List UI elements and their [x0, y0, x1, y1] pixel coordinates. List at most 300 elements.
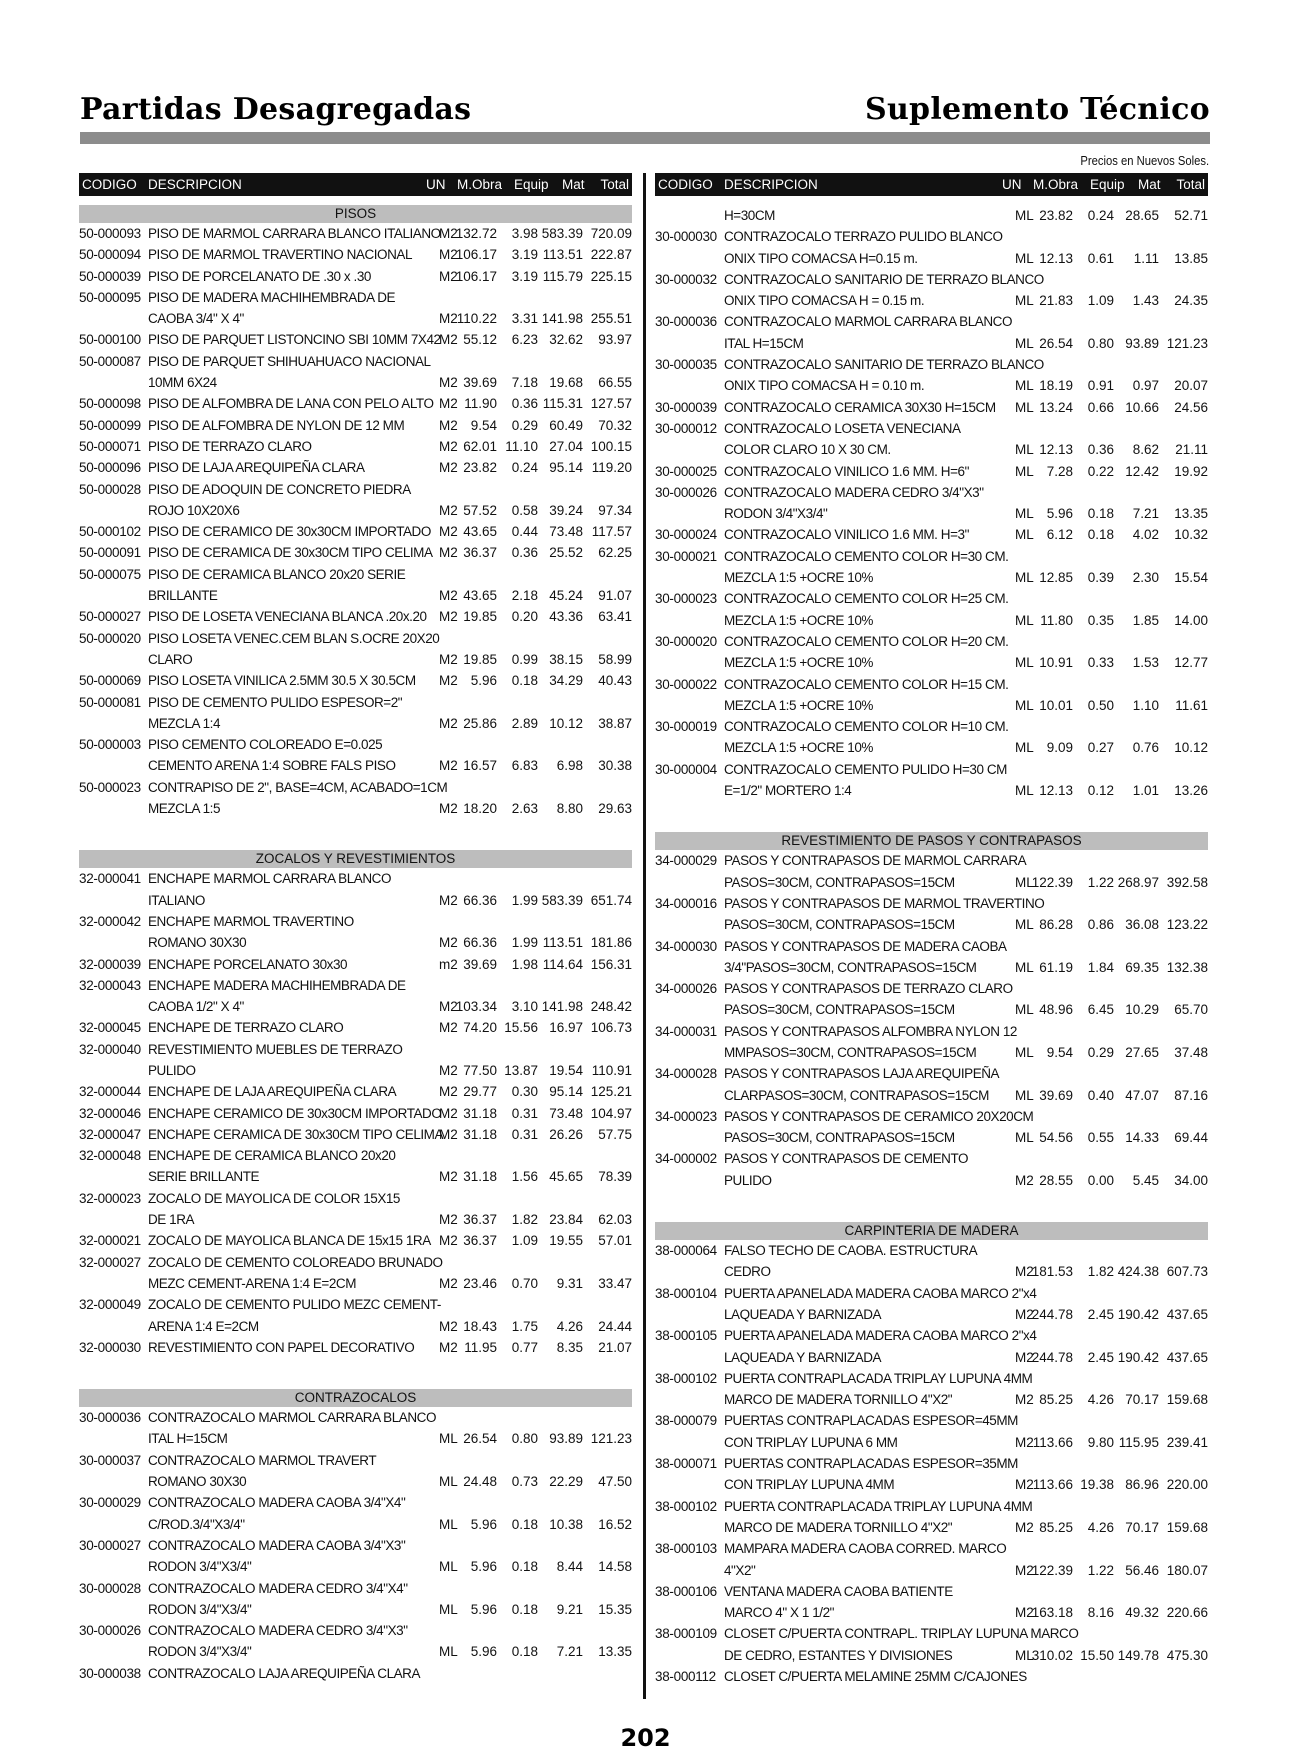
item-description: ENCHAPE MADERA MACHIHEMBRADA DE	[148, 977, 406, 993]
table-row	[79, 457, 632, 478]
table-row	[79, 1514, 632, 1535]
item-material: 149.78	[1117, 1647, 1159, 1663]
item-mano-obra: 110.22	[456, 311, 497, 327]
item-total: 13.85	[1174, 250, 1208, 266]
item-material: 45.65	[549, 1169, 583, 1185]
item-description: PISO CEMENTO COLOREADO E=0.025	[148, 737, 383, 753]
item-description: LAQUEADA Y BARNIZADA	[724, 1306, 882, 1322]
header-right-title: Suplemento Técnico	[864, 92, 1210, 127]
item-mano-obra: 7.28	[1046, 463, 1073, 479]
item-code: 34-000023	[655, 1108, 717, 1124]
item-unit: M2	[439, 311, 458, 327]
table-row	[79, 755, 632, 776]
item-material: 95.14	[549, 1084, 583, 1100]
item-mano-obra: 11.90	[464, 396, 497, 412]
item-total: 69.44	[1174, 1130, 1208, 1146]
item-unit: M2	[439, 1318, 458, 1334]
item-description: MEZCLA 1:5	[148, 801, 221, 817]
item-code: 34-000028	[655, 1066, 717, 1082]
item-code: 30-000023	[655, 591, 717, 607]
item-equipo: 0.50	[1087, 697, 1114, 713]
item-total: 29.63	[598, 801, 632, 817]
item-total: 110.91	[591, 1062, 632, 1078]
item-code: 30-000025	[655, 463, 717, 479]
item-total: 225.15	[590, 268, 632, 284]
item-code: 34-000002	[655, 1151, 717, 1167]
table-row	[79, 351, 632, 372]
item-unit: ML	[439, 1474, 458, 1490]
table-row	[79, 1492, 632, 1513]
item-material: 49.32	[1125, 1605, 1159, 1621]
item-equipo: 3.31	[511, 311, 538, 327]
item-description: CONTRAZOCALO MADERA CAOBA 3/4"X3"	[148, 1537, 406, 1553]
item-code: 50-000039	[79, 268, 141, 284]
table-row	[79, 372, 632, 393]
item-code: 32-000040	[79, 1041, 141, 1057]
item-material: 141.98	[541, 311, 583, 327]
item-material: 7.21	[1132, 506, 1159, 522]
table-row	[655, 716, 1208, 737]
table-row	[79, 1641, 632, 1662]
header-mat: Mat	[1138, 177, 1161, 192]
item-mano-obra: 163.18	[1031, 1605, 1073, 1621]
item-total: 106.73	[590, 1020, 632, 1036]
table-row	[79, 1578, 632, 1599]
item-description: DE 1RA	[148, 1212, 195, 1228]
item-unit: ML	[1015, 697, 1034, 713]
table-row	[79, 890, 632, 911]
item-total: 93.97	[598, 332, 632, 348]
item-description: CAOBA 3/4" X 4"	[148, 311, 244, 327]
item-equipo: 7.18	[511, 375, 538, 391]
table-row	[655, 226, 1208, 247]
item-unit: ML	[1015, 1044, 1034, 1060]
item-code: 50-000071	[79, 438, 141, 454]
item-material: 27.04	[549, 438, 583, 454]
header-mobra: M.Obra	[1033, 177, 1079, 192]
item-unit: M2	[1015, 1477, 1034, 1493]
item-code: 34-000016	[655, 895, 717, 911]
item-mano-obra: 85.25	[1039, 1519, 1073, 1535]
table-row	[655, 652, 1208, 673]
item-description: PULIDO	[148, 1062, 196, 1078]
item-material: 19.55	[549, 1233, 583, 1249]
table-row	[79, 1252, 632, 1273]
item-total: 248.42	[590, 999, 632, 1015]
item-total: 57.01	[598, 1233, 632, 1249]
item-equipo: 1.22	[1087, 874, 1114, 890]
item-description: CONTRAZOCALO SANITARIO DE TERRAZO BLANCO	[724, 357, 1044, 373]
item-total: 24.56	[1174, 399, 1208, 415]
item-equipo: 2.63	[511, 801, 538, 817]
item-description: DE CEDRO, ESTANTES Y DIVISIONES	[724, 1647, 953, 1663]
item-code: 34-000031	[655, 1023, 717, 1039]
item-equipo: 0.36	[511, 396, 538, 412]
table-row	[79, 479, 632, 500]
item-total: 239.41	[1166, 1434, 1208, 1450]
item-material: 26.26	[549, 1126, 583, 1142]
item-mano-obra: 28.55	[1039, 1172, 1073, 1188]
section-header: PISOS	[79, 205, 632, 223]
table-row	[79, 1407, 632, 1428]
item-material: 39.24	[549, 502, 583, 518]
table-row	[79, 734, 632, 755]
table-row	[655, 1389, 1208, 1410]
item-material: 115.79	[542, 268, 583, 284]
item-material: 583.39	[541, 892, 583, 908]
section-header: ZOCALOS Y REVESTIMIENTOS	[79, 850, 632, 868]
item-material: 1.53	[1132, 655, 1159, 671]
item-equipo: 1.82	[1087, 1264, 1114, 1280]
item-mano-obra: 19.85	[463, 609, 497, 625]
item-unit: M2	[439, 247, 458, 263]
item-description: CONTRAZOCALO MADERA CEDRO 3/4"X3"	[148, 1623, 408, 1639]
item-mano-obra: 9.09	[1046, 740, 1073, 756]
item-total: 11.61	[1175, 697, 1208, 713]
item-material: 6.98	[556, 758, 583, 774]
table-row	[79, 1124, 632, 1145]
item-equipo: 0.18	[511, 1601, 538, 1617]
item-description: CONTRAZOCALO CEMENTO COLOR H=10 CM.	[724, 719, 1009, 735]
item-unit: ML	[439, 1644, 458, 1660]
item-material: 1.01	[1132, 783, 1159, 799]
item-description: PISO DE PARQUET SHIHUAHUACO NACIONAL	[148, 353, 431, 369]
item-mano-obra: 25.86	[463, 715, 497, 731]
item-total: 14.00	[1174, 612, 1208, 628]
item-mano-obra: 39.69	[463, 375, 497, 391]
item-description: PUERTA APANELADA MADERA CAOBA MARCO 2"x4	[724, 1328, 1037, 1344]
item-description: MEZCLA 1:5 +OCRE 10%	[724, 570, 873, 586]
item-description: ITAL H=15CM	[724, 335, 804, 351]
item-unit: ML	[1015, 378, 1034, 394]
item-total: 70.32	[598, 417, 632, 433]
item-code: 50-000096	[79, 460, 141, 476]
item-total: 15.35	[598, 1601, 632, 1617]
item-equipo: 0.18	[1087, 527, 1114, 543]
item-mano-obra: 6.12	[1046, 527, 1073, 543]
item-code: 30-000030	[655, 229, 717, 245]
item-code: 50-000027	[79, 609, 141, 625]
item-total: 20.07	[1174, 378, 1208, 394]
table-row	[79, 1166, 632, 1187]
item-code: 32-000046	[79, 1105, 141, 1121]
column-divider	[643, 173, 646, 1699]
table-row	[655, 524, 1208, 545]
table-row	[79, 1294, 632, 1315]
table-row	[655, 936, 1208, 957]
item-total: 13.35	[598, 1644, 632, 1660]
item-equipo: 9.80	[1087, 1434, 1114, 1450]
table-row	[655, 695, 1208, 716]
item-equipo: 0.40	[1087, 1087, 1114, 1103]
item-material: 424.38	[1117, 1264, 1159, 1280]
item-description: CONTRAZOCALO LOSETA VENECIANA	[724, 420, 961, 436]
item-equipo: 0.36	[1087, 442, 1114, 458]
item-mano-obra: 23.46	[463, 1275, 497, 1291]
item-unit: ML	[1015, 527, 1034, 543]
item-mano-obra: 23.82	[1039, 208, 1073, 223]
item-material: 45.24	[549, 588, 583, 604]
table-row	[655, 354, 1208, 375]
item-total: 24.44	[598, 1318, 632, 1334]
item-mano-obra: 244.78	[1031, 1306, 1073, 1322]
item-code: 32-000041	[79, 871, 141, 887]
item-description: CONTRAZOCALO CEMENTO PULIDO H=30 CM	[724, 761, 1007, 777]
item-total: 62.03	[598, 1212, 632, 1228]
item-total: 159.68	[1166, 1519, 1208, 1535]
item-unit: M2	[1015, 1605, 1034, 1621]
item-description: H=30CM	[724, 208, 775, 223]
item-total: 121.23	[590, 1431, 632, 1447]
item-code: 30-000035	[655, 357, 717, 373]
item-mano-obra: 36.37	[463, 545, 497, 561]
table-row	[655, 482, 1208, 503]
item-total: 38.87	[598, 715, 632, 731]
item-equipo: 0.77	[511, 1339, 538, 1355]
item-description: PASOS Y CONTRAPASOS DE CEMENTO	[724, 1151, 969, 1167]
item-total: 104.97	[590, 1105, 632, 1121]
item-description: PISO DE MARMOL CARRARA BLANCO ITALIANO	[148, 226, 441, 241]
item-code: 50-000100	[79, 332, 141, 348]
table-row	[655, 1021, 1208, 1042]
item-total: 14.58	[598, 1559, 632, 1575]
item-description: ROMANO 30X30	[148, 1474, 247, 1490]
item-code: 38-000112	[655, 1669, 716, 1684]
item-equipo: 1.99	[511, 935, 538, 951]
item-unit: ML	[1015, 917, 1034, 933]
header-equip: Equip	[1090, 177, 1125, 192]
item-total: 117.57	[591, 524, 632, 540]
item-total: 10.32	[1174, 527, 1208, 543]
table-row	[79, 266, 632, 287]
item-description: CLARPASOS=30CM, CONTRAPASOS=15CM	[724, 1087, 989, 1103]
item-material: 86.96	[1125, 1477, 1159, 1493]
item-description: PISO DE MADERA MACHIHEMBRADA DE	[148, 289, 396, 305]
item-material: 70.17	[1125, 1392, 1159, 1408]
item-unit: ML	[1015, 399, 1034, 415]
table-row	[79, 911, 632, 932]
item-description: PASOS Y CONTRAPASOS DE MARMOL CARRARA	[724, 853, 1027, 869]
item-equipo: 2.18	[511, 588, 538, 604]
item-mano-obra: 43.65	[463, 524, 497, 540]
item-equipo: 0.18	[511, 1644, 538, 1660]
item-unit: ML	[439, 1601, 458, 1617]
item-mano-obra: 16.57	[463, 758, 497, 774]
item-description: PASOS Y CONTRAPASOS ALFOMBRA NYLON 12	[724, 1023, 1017, 1039]
item-total: 220.00	[1166, 1477, 1208, 1493]
table-row	[79, 1471, 632, 1492]
item-description: CON TRIPLAY LUPUNA 6 MM	[724, 1434, 898, 1450]
item-unit: M2	[439, 226, 458, 241]
item-total: 24.35	[1174, 293, 1208, 309]
table-row	[79, 1273, 632, 1294]
table-row	[655, 1106, 1208, 1127]
item-description: CEMENTO ARENA 1:4 SOBRE FALS PISO	[148, 758, 396, 774]
item-description: PUERTA CONTRAPLACADA TRIPLAY LUPUNA 4MM	[724, 1370, 1033, 1386]
item-code: 30-000027	[79, 1537, 141, 1553]
item-mano-obra: 18.43	[463, 1318, 497, 1334]
item-unit: ML	[439, 1431, 458, 1447]
item-total: 21.11	[1175, 442, 1208, 458]
item-material: 190.42	[1117, 1349, 1159, 1365]
item-code: 30-000020	[655, 633, 717, 649]
item-mano-obra: 122.39	[1031, 1562, 1073, 1578]
item-total: 65.70	[1174, 1002, 1208, 1018]
table-row	[79, 777, 632, 798]
header-left-title: Partidas Desagregadas	[80, 92, 472, 127]
table-row	[79, 628, 632, 649]
item-unit: M2	[439, 609, 458, 625]
item-unit: M2	[439, 1339, 458, 1355]
item-equipo: 0.22	[1087, 463, 1114, 479]
item-equipo: 0.80	[511, 1431, 538, 1447]
item-unit: ML	[1015, 959, 1034, 975]
item-unit: M2	[1015, 1392, 1034, 1408]
item-code: 32-000042	[79, 913, 141, 929]
item-unit: ML	[1015, 442, 1034, 458]
item-mano-obra: 36.37	[463, 1212, 497, 1228]
table-row	[655, 269, 1208, 290]
item-total: 37.48	[1174, 1044, 1208, 1060]
item-equipo: 15.50	[1080, 1647, 1114, 1663]
item-unit: M2	[439, 1169, 458, 1185]
item-description: ZOCALO DE CEMENTO PULIDO MEZC CEMENT-	[148, 1297, 441, 1313]
item-material: 7.21	[556, 1644, 583, 1660]
item-unit: ML	[1015, 612, 1034, 628]
section-header: CARPINTERIA DE MADERA	[655, 1222, 1208, 1240]
item-material: 28.65	[1125, 208, 1159, 223]
item-unit: ML	[1015, 293, 1034, 309]
item-material: 10.38	[549, 1516, 583, 1532]
item-equipo: 0.73	[511, 1474, 538, 1490]
item-equipo: 15.56	[504, 1020, 538, 1036]
item-mano-obra: 12.13	[1039, 250, 1073, 266]
table-row	[655, 674, 1208, 695]
table-row	[655, 290, 1208, 311]
item-description: MARCO DE MADERA TORNILLO 4"X2"	[724, 1392, 953, 1408]
item-description: REVESTIMIENTO MUEBLES DE TERRAZO	[148, 1041, 403, 1057]
table-row	[655, 759, 1208, 780]
item-description: PISO DE ALFOMBRA DE LANA CON PELO ALTO	[148, 396, 434, 412]
item-unit: M2	[439, 1212, 458, 1228]
table-row	[655, 1410, 1208, 1431]
item-equipo: 0.24	[1087, 208, 1114, 223]
item-mano-obra: 244.78	[1031, 1349, 1073, 1365]
header-un: UN	[426, 177, 446, 192]
item-description: RODON 3/4"X3/4"	[148, 1559, 252, 1575]
item-unit: M2	[439, 999, 458, 1015]
item-material: 38.15	[549, 651, 583, 667]
item-description: PASOS=30CM, CONTRAPASOS=15CM	[724, 874, 955, 890]
item-description: VENTANA MADERA CAOBA BATIENTE	[724, 1583, 953, 1599]
item-total: 651.74	[590, 892, 632, 908]
item-code: 30-000022	[655, 676, 717, 692]
section-gap	[655, 801, 1208, 823]
item-description: PISO DE PORCELANATO DE .30 x .30	[148, 268, 371, 284]
table-row	[655, 780, 1208, 801]
item-mano-obra: 12.13	[1039, 783, 1073, 799]
item-code: 50-000102	[79, 524, 141, 540]
item-equipo: 0.33	[1087, 655, 1114, 671]
table-row	[655, 1645, 1208, 1666]
item-description: BRILLANTE	[148, 588, 218, 604]
item-description: ENCHAPE DE LAJA AREQUIPEÑA CLARA	[148, 1084, 397, 1100]
item-mano-obra: 23.82	[463, 460, 497, 476]
item-total: 10.12	[1174, 740, 1208, 756]
section-gap	[655, 1191, 1208, 1213]
table-row	[655, 610, 1208, 631]
item-mano-obra: 11.95	[464, 1339, 497, 1355]
table-row	[655, 1261, 1208, 1282]
item-equipo: 0.12	[1087, 783, 1114, 799]
table-row	[79, 521, 632, 542]
item-material: 93.89	[549, 1431, 583, 1447]
item-equipo: 0.31	[511, 1105, 538, 1121]
item-mano-obra: 12.13	[1039, 442, 1073, 458]
item-material: 1.11	[1133, 250, 1159, 266]
table-row	[655, 588, 1208, 609]
item-description: ITAL H=15CM	[148, 1431, 228, 1447]
item-total: 63.41	[598, 609, 632, 625]
item-mano-obra: 61.19	[1039, 959, 1073, 975]
item-total: 156.31	[590, 956, 632, 972]
item-equipo: 0.18	[511, 1559, 538, 1575]
item-mano-obra: 10.91	[1039, 655, 1073, 671]
item-material: 12.42	[1125, 463, 1159, 479]
table-row	[79, 1230, 632, 1251]
item-material: 56.46	[1125, 1562, 1159, 1578]
table-row	[655, 1170, 1208, 1191]
item-unit: M2	[439, 460, 458, 476]
item-unit: M2	[439, 417, 458, 433]
item-description: LAQUEADA Y BARNIZADA	[724, 1349, 882, 1365]
item-unit: M2	[1015, 1172, 1034, 1188]
item-material: 69.35	[1125, 959, 1159, 975]
item-total: 13.26	[1174, 783, 1208, 799]
item-mano-obra: 11.80	[1040, 612, 1073, 628]
item-material: 73.48	[549, 524, 583, 540]
item-mano-obra: 5.96	[470, 1559, 497, 1575]
item-unit: M2	[439, 438, 458, 454]
column-header	[655, 173, 1208, 196]
table-row	[655, 1496, 1208, 1517]
item-equipo: 0.80	[1087, 335, 1114, 351]
item-material: 23.84	[549, 1212, 583, 1228]
item-description: PASOS Y CONTRAPASOS DE MARMOL TRAVERTINO	[724, 895, 1045, 911]
item-description: PISO DE CERAMICO DE 30x30CM IMPORTADO	[148, 524, 431, 540]
item-description: PUERTAS CONTRAPLACADAS ESPESOR=45MM	[724, 1413, 1018, 1429]
table-row	[79, 1556, 632, 1577]
item-description: 4"X2"	[724, 1562, 756, 1578]
item-mano-obra: 103.34	[455, 999, 497, 1015]
item-unit: ML	[1015, 740, 1034, 756]
item-mano-obra: 54.56	[1039, 1130, 1073, 1146]
item-description: PISO LOSETA VINILICA 2.5MM 30.5 X 30.5CM	[148, 673, 416, 689]
item-description: CLARO	[148, 651, 193, 667]
item-description: PUERTA CONTRAPLACADA TRIPLAY LUPUNA 4MM	[724, 1498, 1033, 1514]
item-material: 4.02	[1132, 527, 1159, 543]
item-unit: M2	[439, 1233, 458, 1249]
item-total: 437.65	[1166, 1349, 1208, 1365]
item-description: PISO DE CERAMICA DE 30x30CM TIPO CELIMA	[148, 545, 433, 561]
item-mano-obra: 26.54	[463, 1431, 497, 1447]
item-description: MEZCLA 1:4	[148, 715, 221, 731]
item-code: 50-000020	[79, 630, 141, 646]
item-total: 58.99	[598, 651, 632, 667]
item-description: CONTRAZOCALO CEMENTO COLOR H=15 CM.	[724, 676, 1009, 692]
table-row	[79, 329, 632, 350]
item-description: CONTRAZOCALO TERRAZO PULIDO BLANCO	[724, 229, 1003, 245]
